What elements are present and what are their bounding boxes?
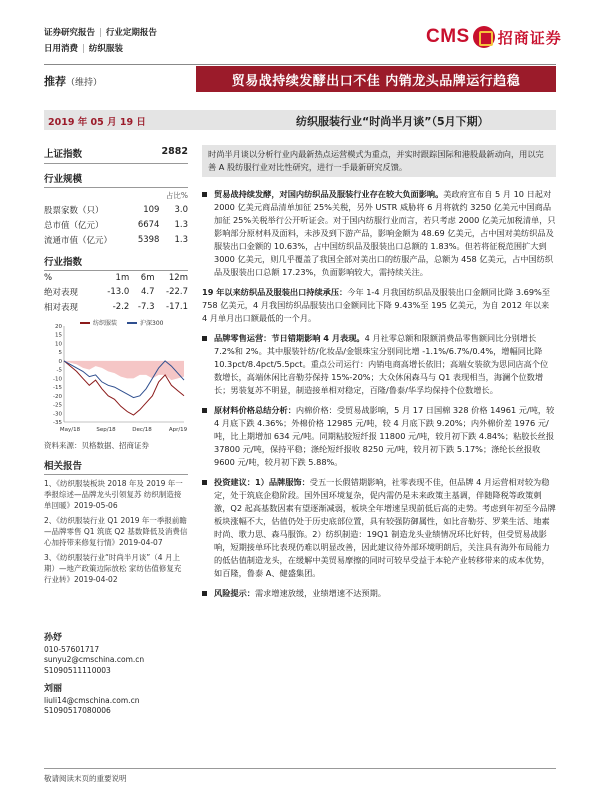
paragraph-heading: 风险提示： bbox=[214, 588, 255, 598]
footer-note: 敬请阅读末页的重要说明 bbox=[44, 774, 127, 783]
index-label: 上证指数 bbox=[44, 149, 83, 160]
row-value: 109 bbox=[143, 204, 160, 215]
y-tick-label: 0 bbox=[58, 358, 62, 365]
row-pct: 1.3 bbox=[174, 219, 188, 230]
report-date: 2019 年 05 月 19 日 bbox=[48, 117, 146, 128]
y-tick-label: 20 bbox=[55, 324, 62, 330]
industry-index-title: 行业指数 bbox=[44, 254, 188, 271]
chart-canvas bbox=[44, 318, 188, 436]
row-label: 绝对表现 bbox=[44, 287, 79, 298]
paragraph-retail bbox=[202, 332, 556, 397]
tag-periodic: 行业定期报告 bbox=[105, 28, 157, 38]
paragraph-text: 今年 1-4 月我国纺织品及服装出口金额同比降 3.69%至 758 亿美元，4 月我国纺织品服装出口金额同比下降 9.43%至 195 亿美元，为自 2012 年以来 4 月单月出口额最低的一个月。 bbox=[202, 287, 551, 323]
list-item[interactable]: 1、《纺织服装板块 2018 年及 2019 年一季报综述—品牌龙头引领复苏 纺织制造接单回暖》2019-05-06 bbox=[44, 479, 183, 510]
x-tick-label: May/18 bbox=[59, 427, 81, 433]
header-divider bbox=[44, 64, 556, 65]
analyst-license: S1090511110003 bbox=[44, 665, 111, 675]
index-row bbox=[44, 146, 188, 164]
row-value: 5398 bbox=[137, 234, 160, 245]
x-tick-label: Apr/19 bbox=[168, 427, 188, 433]
analyst-email[interactable]: sunyu2@cmschina.com.cn bbox=[44, 655, 145, 664]
logo-mark-icon bbox=[473, 26, 495, 48]
row-value: -7.3 bbox=[137, 301, 155, 312]
rating-label: 推荐 bbox=[44, 75, 66, 88]
legend-label: 纺织服装 bbox=[93, 320, 118, 327]
x-tick-label: Sep/18 bbox=[96, 427, 116, 433]
row-value: -17.1 bbox=[166, 301, 188, 312]
related-reports-title: 相关报告 bbox=[44, 458, 188, 475]
x-tick-label: Dec/18 bbox=[132, 427, 152, 433]
col-header: 6m bbox=[140, 272, 155, 283]
row-pct: 3.0 bbox=[174, 204, 188, 215]
paragraph-exports bbox=[202, 286, 556, 325]
col-header: % bbox=[44, 272, 53, 283]
legend-label: 沪深300 bbox=[140, 320, 164, 327]
analyst-license: S1090517080006 bbox=[44, 706, 111, 715]
analyst-phone: 010-57601717 bbox=[44, 644, 100, 654]
y-tick-label: -25 bbox=[53, 402, 62, 409]
analyst-name: 孙妤 bbox=[44, 633, 63, 643]
row-label: 总市值（亿元） bbox=[44, 220, 104, 231]
paragraph-heading: 19 年以来纺织品及服装出口持续承压： bbox=[202, 287, 348, 297]
col-header: 12m bbox=[168, 272, 188, 283]
rating bbox=[44, 73, 102, 89]
paragraph-heading: 贸易战持续发酵，对国内纺织品及服装行业存在较大负面影响。 bbox=[214, 189, 444, 199]
tag-research: 证券研究报告 bbox=[44, 28, 96, 38]
row-value: 4.7 bbox=[140, 286, 155, 297]
report-body bbox=[202, 188, 556, 607]
paragraph-heading: 品牌零售运营：节日错期影响 4 月表现。 bbox=[214, 333, 365, 343]
paragraph-text: 4 月社零总额和限额消费品零售额同比分别增长 7.2%和 2%。其中服装针纺/化妆品/金银珠宝分别同比增 -1.1%/6.7%/0.4%，增幅同比降 10.3pct/8.4pct/5.5pct。重点公司运行：内销电商高增长依旧；高端女装欲为思同店高个位数增长，高端休闲比音勒芬保持 15%-20%；大众休闲森马与 Q1 表现相当，海澜个位数增长；男装复苏不明显，制造接单相对稳定，百隆/鲁泰/华孚均保持个位数增长。 bbox=[214, 333, 549, 395]
table-row bbox=[44, 284, 188, 299]
y-tick-label: 5 bbox=[58, 350, 62, 357]
row-value: -22.7 bbox=[166, 286, 188, 297]
row-label: 股票家数（只） bbox=[44, 205, 104, 216]
related-reports-list bbox=[44, 478, 188, 585]
tag-textile: 纺织服装 bbox=[88, 44, 123, 54]
table-row bbox=[44, 299, 188, 314]
index-performance-chart bbox=[44, 318, 188, 436]
row-value: 6674 bbox=[137, 219, 160, 230]
chart-source: 资料来源：贝格数据、招商证券 bbox=[44, 441, 149, 450]
y-tick-label: 10 bbox=[55, 341, 62, 348]
report-subtitle: 纺织服装行业“时尚半月谈”（5月下期） bbox=[296, 115, 489, 128]
analyst-name: 刘丽 bbox=[44, 684, 63, 694]
tag-consumer: 日用消费 bbox=[44, 44, 79, 54]
col-header: 1m bbox=[115, 272, 130, 283]
row-label: 流通市值（亿元） bbox=[44, 235, 113, 246]
sidebar bbox=[44, 146, 188, 589]
list-item[interactable]: 3、《纺织服装行业“时尚半月谈”（4 月上期）—地产政策边际放松 家纺估值修复充行业转》2019-04-02 bbox=[44, 553, 182, 584]
date-bar bbox=[44, 110, 556, 130]
paragraph-text: 美政府宣布自 5 月 10 日起对 2000 亿美元商品清单加征 25%关税，另外 USTR 威胁将 6 月将就约 3250 亿美元中国商品加征 25%关税举行公开听证会。对于国内纺服行业而言，若只考虑 2000 亿美元加税清单，只影响部分原材料及面料，未涉及到下游产品，影响金额为 48.69 亿美元，占中国对美纺织品及服装出口金额的 10.63%，占中国纺织品及服装出口总额的 1.83%。但若将征税范围扩大到 3000 亿美元，则几乎覆盖了我国全部对美出口的纺服产品，总额为 458 亿美元，占中国纺织品及服装出口总额 17.23%，负面影响较大，需持续关注。 bbox=[214, 189, 556, 277]
paragraph-heading: 原材料价格总结分析： bbox=[214, 405, 296, 415]
industry-index-table bbox=[44, 271, 188, 314]
row-pct: 1.3 bbox=[174, 234, 188, 245]
table-row bbox=[44, 202, 188, 217]
rating-sub: （维持） bbox=[66, 78, 103, 88]
y-tick-label: -10 bbox=[53, 376, 62, 383]
index-value: 2882 bbox=[161, 146, 188, 157]
industry-scale-title: 行业规模 bbox=[44, 171, 188, 188]
paragraph-raw-materials bbox=[202, 404, 556, 469]
paragraph-text: 需求增速放缓，业绩增速不达预期。 bbox=[254, 588, 386, 598]
paragraph-text: 受五一长假错期影响，社零表现不佳，但品牌 4 月运营相对较为稳定，处于筑底企稳阶段。国外国环境复杂，促内需仍是未来政策主基调，伴随降税等政策刺激，Q2 起高基数因素有望逐渐减弱，板块全年增速呈现前低后高的走势。考虑到年初至今品牌板块涨幅不大，估值仍处于历史底部位置，具有较强防御属性，如比音勒芬、罗莱生活、地素时尚、歌力思、森马服饰。2）纺织制造：19Q1 制造龙头业绩情况环比好转，但受贸易战影响，短期接单环比表现仍难以明显改善，因此建议待外部环境明朗后，关注具有海外布局能力的低估值制造龙头，在缓解中美贸易摩擦的同时可较早受益于本轮产业转移带来的成本优势，如百隆，鲁泰 A、健盛集团。 bbox=[214, 477, 556, 578]
logo-cms-text: CMS bbox=[426, 26, 470, 47]
y-tick-label: -5 bbox=[56, 367, 62, 374]
sector-tags: 日用消费 | 纺织服装 bbox=[44, 44, 123, 54]
legend-swatch bbox=[127, 322, 137, 324]
analyst-info bbox=[44, 633, 188, 725]
y-tick-label: 15 bbox=[55, 332, 62, 339]
intro-box: 时尚半月谈以分析行业内最新热点运营模式为重点，并实时跟踪国际和港股最新动向，用以完善 A 股纺服行业对比性研究，进行一手最新研究反馈。 bbox=[202, 145, 556, 177]
y-tick-label: -35 bbox=[53, 420, 62, 426]
analyst-block bbox=[44, 684, 188, 717]
paragraph-risk bbox=[202, 587, 556, 600]
report-type-tags: 证券研究报告 | 行业定期报告 bbox=[44, 28, 157, 38]
y-tick-label: -30 bbox=[53, 411, 62, 418]
paragraph-text: 内棉价格：受贸易战影响，5 月 17 日国棉 328 价格 14961 元/吨，较 4 月底下跌 4.36%；外棉价格 12985 元/吨，较 4 月底下跌 9.20%；内外棉价差 1976 元/吨，比上期增加 634 元/吨。同期粘胶短纤报 11800 元/吨，较月初下跌 4.84%；粘胶长丝报 37800 元/吨，保持平稳；涤纶短纤报收 8250 元/吨，较月初下跌 5.17%；涤纶长丝报收 9600 元/吨，较月初下跌 5.88%。 bbox=[214, 405, 555, 467]
analyst-email[interactable]: liuli14@cmschina.com.cn bbox=[44, 695, 140, 705]
industry-scale-table bbox=[44, 188, 188, 247]
table-row bbox=[44, 217, 188, 232]
row-value: -13.0 bbox=[107, 286, 130, 297]
row-label: 相对表现 bbox=[44, 302, 79, 313]
y-tick-label: -20 bbox=[53, 393, 62, 400]
table-row bbox=[44, 232, 188, 247]
row-value: -2.2 bbox=[112, 301, 130, 312]
report-title: 贸易战持续发酵出口不佳 内销龙头品牌运行趋稳 bbox=[196, 66, 556, 92]
legend-item bbox=[127, 318, 163, 327]
paragraph-heading: 投资建议：1）品牌服饰： bbox=[214, 477, 310, 487]
paragraph-investment bbox=[202, 476, 556, 580]
logo-cn-text: 招商证券 bbox=[497, 28, 562, 47]
legend-item bbox=[80, 318, 117, 327]
table-header-row bbox=[44, 271, 188, 284]
paragraph-trade-war bbox=[202, 188, 556, 279]
analyst-block bbox=[44, 633, 188, 676]
share-header: 占比% bbox=[165, 190, 188, 200]
chart-legend bbox=[80, 318, 163, 327]
y-tick-label: -15 bbox=[53, 385, 62, 392]
list-item[interactable]: 2、《纺织服装行业 Q1 2019 年一季报前瞻—品牌零售 Q1 筑底 Q2 基数降低及消费信心加持带来修复行情》2019-04-07 bbox=[44, 516, 188, 547]
company-logo bbox=[426, 26, 562, 48]
legend-swatch bbox=[80, 322, 90, 324]
footer-divider bbox=[44, 768, 556, 769]
